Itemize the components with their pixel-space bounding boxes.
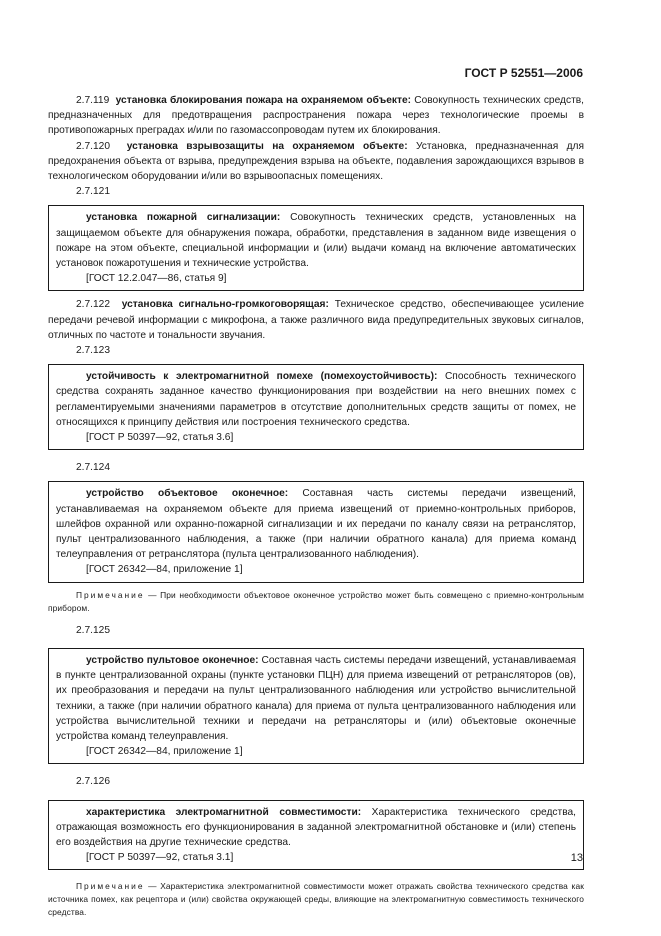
definition-box: характеристика электромагнитной совместимости: Характеристика технического средства, отражающая возможность его функционирования в заданной электромагнитной обстановке и (или) степень его воздействия на другие технические средства. [ГОСТ Р 50397—92, статья 3.1]	[48, 800, 584, 871]
definition-box: установка пожарной сигнализации: Совокупность технических средств, установленных на защищаемом объекте для обнаружения пожара, обработки, представления в заданном виде извещения о пожаре на этом объекте, специальной информации и (или) выдачи команд на включение автоматических установок пожаротушения и технические устройства. [ГОСТ 12.2.047—86, статья 9]	[48, 205, 584, 291]
term: устройство пультовое оконечное:	[86, 654, 259, 666]
term: устойчивость к электромагнитной помехе (помехоустойчивость):	[86, 371, 438, 383]
entry-number: 2.7.123	[76, 345, 110, 357]
term: установка взрывозащиты на охраняемом объекте:	[126, 140, 408, 152]
entry-2-7-120: 2.7.120 установка взрывозащиты на охраняемом объекте: Установка, предназначенная для предохранения объекта от взрыва, предупреждения взрыва на объекте, подавления зарождающихся взрывов в технологическом оборудовании и/или во взрывоопасных помещениях.	[48, 140, 584, 183]
term: характеристика электромагнитной совместимости:	[86, 806, 362, 818]
entry-2-7-122: 2.7.122 установка сигнально-громкоговорящая: Техническое средство, обеспечивающее усиление передачи речевой информации с микрофона, а также различного вида предупредительных звуковых сигналов, отличных по частоте и тональности звучания.	[48, 299, 585, 341]
note: Примечание — Характеристика электромагнитной совместимости может отражать свойства технического средства как источника помех, как рецептора и (или) свойства окружающей среды, влияющие на электромагнитную совместимость технического средства.	[48, 881, 584, 918]
note: Примечание — При необходимости объектовое оконечное устройство может быть совмещено с приемно-контрольным прибором.	[48, 589, 584, 613]
term: установка блокирования пожара на охраняемом объекте:	[115, 95, 412, 106]
term: установка пожарной сигнализации:	[86, 212, 281, 224]
term: устройство объектовое оконечное:	[86, 488, 289, 500]
definition-box: устройство объектовое оконечное: Составная часть системы передачи извещений, устанавливаемая на охраняемом объекте для приема извещений от приемно-контрольных приборов, шлейфов охранной или охранно-пожарной сигнализации и их передачи по каналу связи на ретранслятор, пульт централизованного наблюдения, а также (при наличии обратного канала) для приема команд телеуправления от ретранслятора (пульта централизованного наблюдения). [ГОСТ 26342—84, приложение 1]	[48, 481, 584, 582]
entry-number: 2.7.124	[76, 462, 110, 474]
term: установка сигнально-громкоговорящая:	[121, 299, 329, 311]
entry-number: 2.7.126	[76, 776, 110, 788]
source-reference: [ГОСТ 12.2.047—86, статья 9]	[86, 273, 227, 285]
page-number: 13	[570, 852, 583, 864]
definition-box: устройство пультовое оконечное: Составная часть системы передачи извещений, устанавливаемая в пункте централизованной охраны (пункте установки ПЦН) для приема извещений от ретрансляторов (ов), их преобразования и передачи на пульт централизованного наблюдения или устройство вычислительной техники, а также (при наличии обратного канала) для приема от пульта централизованного наблюдения или устройства вычислительной техники и передачи на ретрансляторы и (или) объектовые оконечные устройства команд телеуправления. [ГОСТ 26342—84, приложение 1]	[48, 648, 584, 764]
entry-2-7-119: 2.7.119 установка блокирования пожара на охраняемом объекте: Совокупность технических средств, предназначенных для предотвращения распространения пожара через технологические проемы в противопожарных преградах и/или по газомассопроводам путем их блокирования.	[48, 95, 584, 137]
source-reference: [ГОСТ Р 50397—92, статья 3.6]	[86, 432, 234, 444]
definition-box: устойчивость к электромагнитной помехе (помехоустойчивость): Способность технического средства сохранять заданное качество функционирования при воздействии на него внешних помех с регламентируемыми значениями параметров в отсутствие дополнительных средств защиты от помех, не относящихся к принципу действия или построения технического средства. [ГОСТ Р 50397—92, статья 3.6]	[48, 364, 584, 450]
entry-number: 2.7.125	[76, 624, 110, 636]
source-reference: [ГОСТ 26342—84, приложение 1]	[86, 564, 243, 576]
page-content	[48, 93, 584, 919]
entry-number: 2.7.121	[76, 186, 110, 198]
document-header: ГОСТ Р 52551—2006	[464, 66, 583, 80]
source-reference: [ГОСТ 26342—84, приложение 1]	[86, 746, 243, 758]
source-reference: [ГОСТ Р 50397—92, статья 3.1]	[86, 852, 234, 864]
